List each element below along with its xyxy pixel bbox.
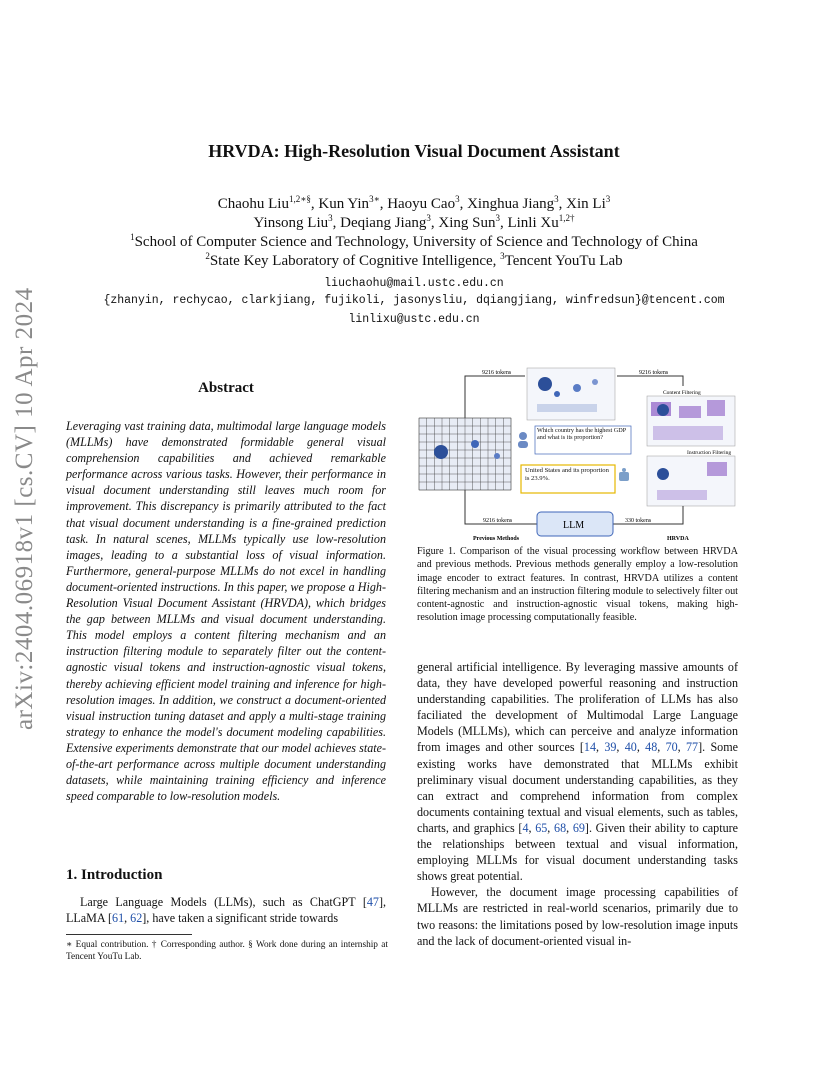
author-line-1: Chaohu Liu$^{1,2∗\S}$, Kun Yin$^{3∗}$, Haoyu Cao$^3$, Xinghua Jiang$^3$, Xin Li$^3$ xyxy=(217,194,611,212)
bubble-marker xyxy=(538,377,552,391)
citation-link[interactable]: 40 xyxy=(624,740,637,755)
citation-link[interactable]: 68 xyxy=(554,820,567,835)
figure-1-diagram xyxy=(417,366,739,544)
user-icon xyxy=(519,432,527,440)
robot-icon-head xyxy=(622,468,626,472)
kept-token-patch xyxy=(657,490,707,500)
bubble-marker xyxy=(657,468,669,480)
bubble-marker xyxy=(657,404,669,416)
section-heading-introduction: 1. Introduction xyxy=(66,867,163,883)
hrvda-label: HRVDA xyxy=(667,536,689,542)
citation-link[interactable]: 77 xyxy=(686,740,699,755)
citation-link[interactable]: 14 xyxy=(583,740,596,755)
author-line-2: Yinsong Liu$^3$, Deqiang Jiang$^3$, Xing Sun$^3$, Linli $Xu^{1,2\dagger}$ xyxy=(253,213,575,231)
intro-paragraph: Large Language Models (LLMs), such as ChatGPT [47], LLaMA [61, 62], have taken a significant stride towards xyxy=(66,895,386,926)
kept-token-patch xyxy=(679,406,701,418)
instruction-filtering-label: Instruction Filtering xyxy=(687,450,732,456)
citation-link[interactable]: 62 xyxy=(130,911,143,926)
llm-label: LLM xyxy=(563,520,585,531)
flow-arrow-top-left xyxy=(465,376,525,418)
email-1: liuchaohu@mail.ustc.edu.cn xyxy=(324,277,504,290)
citation-link[interactable]: 69 xyxy=(572,820,585,835)
citation-link[interactable]: 48 xyxy=(645,740,658,755)
affiliation-1: $^1$School of Computer Science and Technology, University of Science and Technology of China xyxy=(130,232,698,250)
abstract-heading: Abstract xyxy=(198,380,254,396)
bubble-marker xyxy=(494,453,500,459)
bubble-marker xyxy=(471,440,479,448)
content-filtering-label: Content Filtering xyxy=(663,390,701,396)
kept-token-patch xyxy=(707,462,727,476)
question-text: Which country has the highest GDP and what is its proportion? xyxy=(537,427,626,442)
figure-1-caption: Figure 1. Comparison of the visual processing workflow between HRVDA and previous methods. Previous methods generally employ a low-resolution image encoder to extract features. In contrast, HRVDA utilizes a content filtering mechanism and an instruction filtering module to selectively filter out content-agnostic and instruction-agnostic visual tokens, making high-resolution image processing computationally feasible. xyxy=(417,546,738,624)
bubble-marker xyxy=(592,379,598,385)
citation-link[interactable]: 39 xyxy=(604,740,617,755)
kept-token-patch xyxy=(653,426,723,440)
citation-link[interactable]: 70 xyxy=(665,740,678,755)
right-paragraph-1: general artificial intelligence. By leveraging massive amounts of data, they have developed powerful reasoning and instruction understanding capabilities. The proliferation of LLMs has also faciliated the development of Multimodal Large Language Models (MLLMs), which can perceive and analyze information from images and other sources [14, 39, 40, 48, 70, 77]. Some existing works have demonstrated that MLLMs exhibit preliminary visual document understanding capabilities, as they can extract and comprehend information from complex documents containing textual and visual elements, such as tables, charts, and graphics [4, 65, 68, 69]. Given their ability to capture the relationships between textual and visual information, employing MLLMs for visual document understanding tasks shows great potential. xyxy=(417,660,739,884)
tokens-label-bottom-right: 330 tokens xyxy=(625,518,652,524)
user-icon-body xyxy=(518,441,528,448)
map-legend-bar xyxy=(537,404,597,412)
bubble-marker xyxy=(573,384,581,392)
bubble-marker xyxy=(554,391,560,397)
paper-title: HRVDA: High-Resolution Visual Document Assistant xyxy=(208,141,620,161)
previous-methods-label: Previous Methods xyxy=(473,536,520,542)
email-3: linlixu@ustc.edu.cn xyxy=(348,313,480,326)
tokens-label-top-left: 9216 tokens xyxy=(482,370,512,376)
abstract-body: Leveraging vast training data, multimodal large language models (MLLMs) have demonstrated formidable general visual comprehension capabilities and achieved remarkable performance across various tasks. However, their performance in visual document understanding still leaves much room for improvement. This discrepancy is primarily attributed to the fact that visual document understanding is a fine-grained prediction task. In natural scenes, MLLMs typically use low-resolution images, leading to a substantial loss of visual information. Furthermore, general-purpose MLLMs do not excel in handling document-oriented instructions. In this paper, we propose a High-Resolution Visual Document Assistant (HRVDA), which bridges the gap between MLLMs and visual document understanding. This model employs a content filtering mechanism and an instruction filtering module to separately filter out the content-agnostic visual tokens and instruction-agnostic visual tokens, thereby achieving efficient model training and inference for high-resolution images. In addition, we construct a document-oriented visual instruction tuning dataset and apply a multi-stage training strategy to enhance the model's document modeling capabilities. Extensive experiments demonstrate that our model achieves state-of-the-art performance across multiple document understanding datasets, while maintaining training efficiency and inference speed comparable to low-resolution models. xyxy=(66,419,386,804)
map-image-top xyxy=(527,368,615,420)
bubble-marker xyxy=(434,445,448,459)
affiliation-2: $^2$State Key Laboratory of Cognitive Intelligence, $^3$Tencent YouTu Lab xyxy=(205,251,623,269)
tokens-label-top-right: 9216 tokens xyxy=(639,370,669,376)
right-column-text xyxy=(417,659,738,949)
footnote-divider xyxy=(66,934,192,935)
citation-link[interactable]: 61 xyxy=(112,911,125,926)
flow-arrow-top-right xyxy=(617,376,683,386)
robot-icon xyxy=(619,472,629,481)
email-2: {zhanyin, rechycao, clarkjiang, fujikoli, jasonysliu, dqiangjiang, winfredsun}@tencent.com xyxy=(103,294,725,307)
citation-link[interactable]: 4 xyxy=(522,820,529,835)
kept-token-patch xyxy=(707,400,725,416)
answer-text: United States and its proportion is 23.9%. xyxy=(525,467,609,482)
citation-link[interactable]: 65 xyxy=(535,820,548,835)
tokens-label-bottom-left: 9216 tokens xyxy=(483,518,513,524)
right-paragraph-2: However, the document image processing capabilities of MLLMs are restricted in real-world scenarios, primarily due to two reasons: the limitations posed by low-resolution image inputs and the lack of document-oriented visual in- xyxy=(417,885,738,948)
arxiv-side-stamp: arXiv:2404.06918v1 [cs.CV] 10 Apr 2024 xyxy=(11,287,38,730)
citation-link[interactable]: 47 xyxy=(366,895,379,909)
footnote: ∗ Equal contribution. † Corresponding author. § Work done during an internship at Tencent YouTu Lab. xyxy=(66,940,388,962)
